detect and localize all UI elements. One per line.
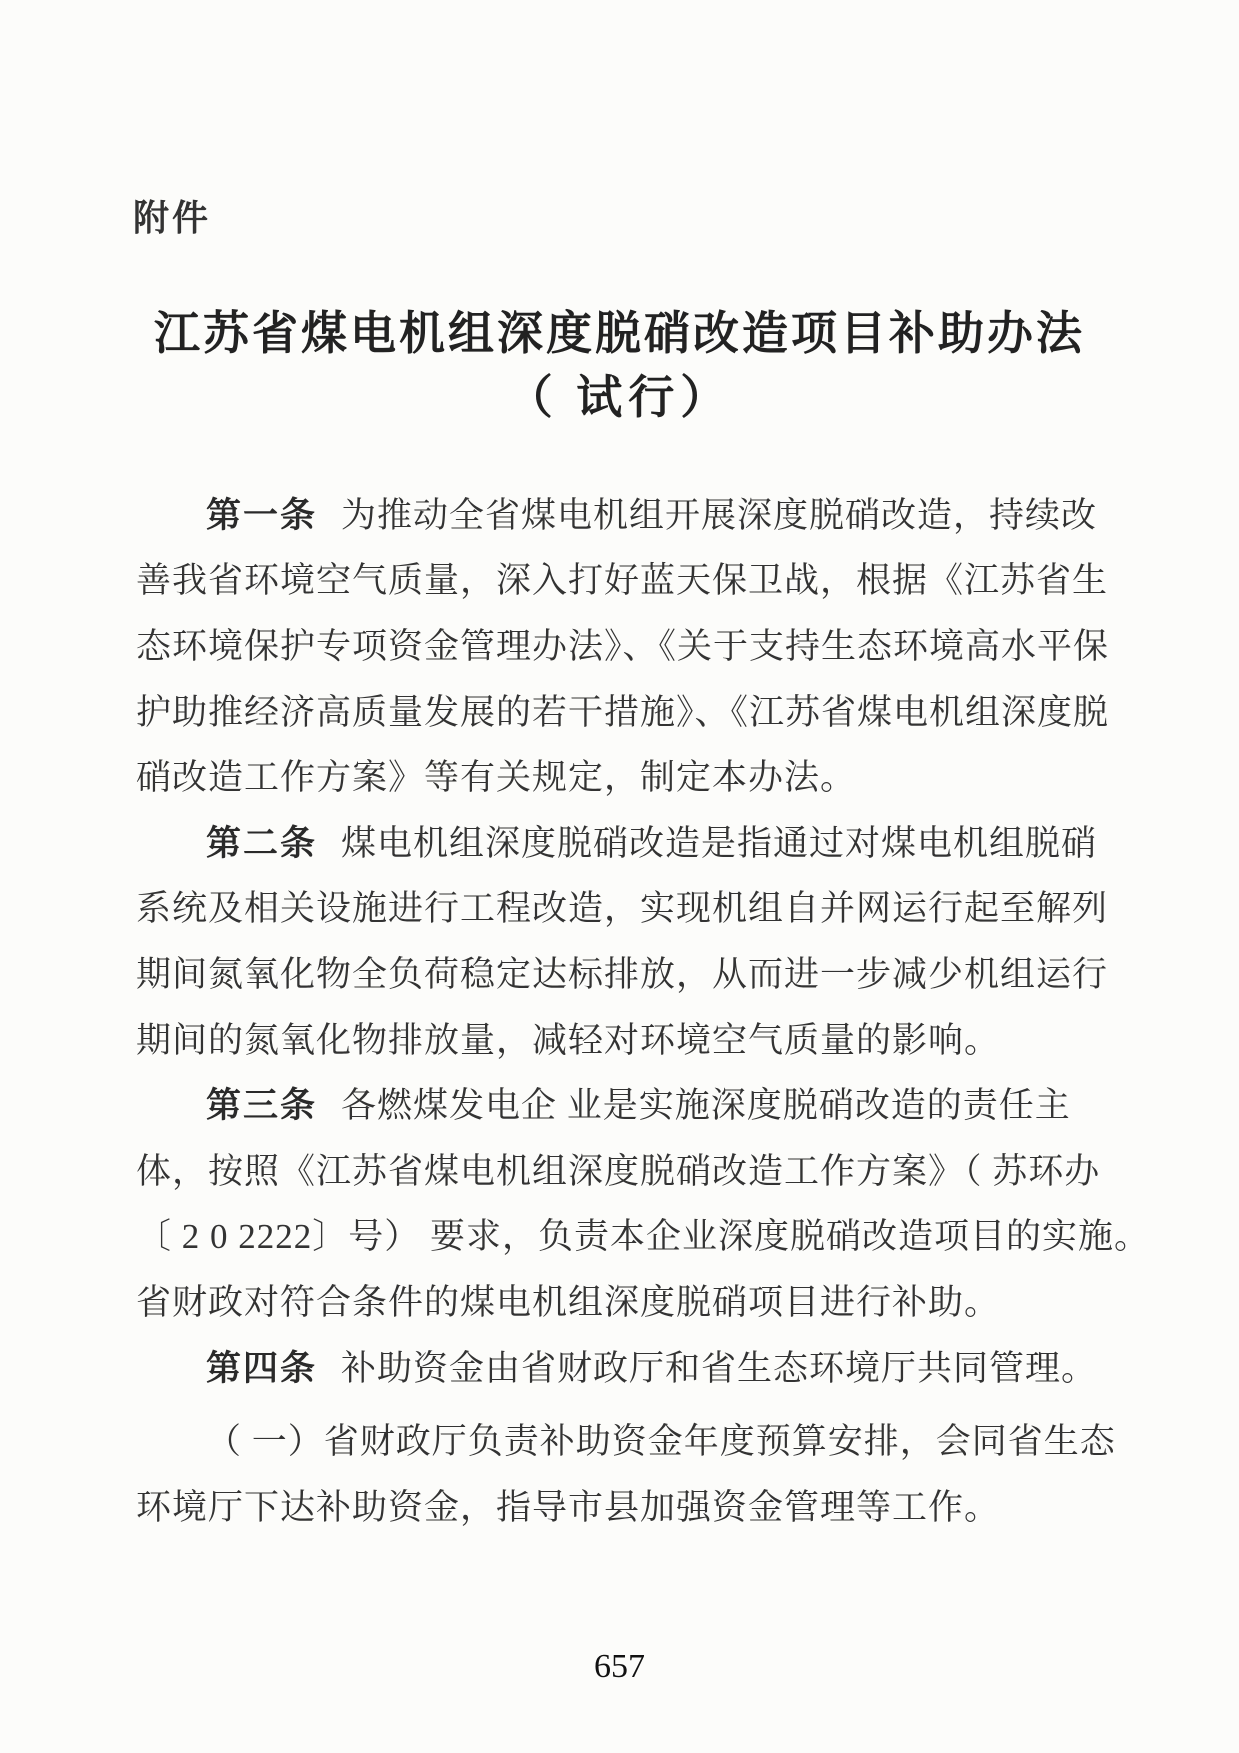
body-line: [136, 1472, 1116, 1538]
body-line: [136, 1333, 1116, 1399]
body-line: [136, 611, 1116, 677]
document-title-line2: （ 试行）: [506, 372, 733, 423]
article-number-label: 第二条: [206, 823, 318, 863]
body-line: [136, 1136, 1116, 1202]
body-line-text: 系统及相关设施进行工程改造，实现机组自并网运行起至解列: [136, 889, 1109, 929]
body-line-text: 环境厅下达补助资金，指导市县加强资金管理等工作。: [136, 1487, 1001, 1527]
body-line: [136, 1005, 1116, 1071]
body-line: [136, 546, 1116, 612]
page-number: 657: [594, 1648, 645, 1685]
body-line-text: 省财政对符合条件的煤电机组深度脱硝项目进行补助。: [136, 1282, 1001, 1322]
body-line-text: 煤电机组深度脱硝改造是指通过对煤电机组脱硝: [341, 823, 1098, 863]
body-line-text: 各燃煤发电企 业是实施深度脱硝改造的责任主: [341, 1086, 1071, 1126]
body-line-text: 硝改造工作方案》等有关规定，制定本办法。: [136, 758, 857, 798]
article-number-label: 第一条: [206, 495, 318, 535]
document-title: [0, 302, 1239, 430]
body-line-text: 护助推经济高质量发展的若干措施》、《江苏省煤电机组深度脱: [136, 692, 1110, 732]
body-line: [136, 874, 1116, 940]
article-number-label: 第四条: [206, 1348, 318, 1388]
body-line: [136, 677, 1116, 743]
body-line-text: 期间氮氧化物全负荷稳定达标排放，从而进一步减少机组运行: [136, 954, 1109, 994]
body-line: [136, 1070, 1116, 1136]
body-line-text: 〔 2 0 2222〕号） 要求，负责本企业深度脱硝改造项目的实施。: [136, 1217, 1151, 1257]
body-line-text: 态环境保护专项资金管理办法》、《关于支持生态环境高水平保: [136, 626, 1110, 666]
body-line-text: 善我省环境空气质量，深入打好蓝天保卫战，根据《江苏省生: [136, 561, 1109, 601]
document-body: [136, 480, 1151, 1538]
body-line: [136, 480, 1116, 546]
body-line: [136, 1267, 1116, 1333]
body-line: [136, 808, 1116, 874]
body-line-text: （ 一）省财政厅负责补助资金年度预算安排，会同省生态: [206, 1422, 1116, 1462]
body-line: [136, 1202, 1151, 1268]
body-line-text: 补助资金由省财政厅和省生态环境厅共同管理。: [341, 1348, 1098, 1388]
article-number-label: 第三条: [206, 1086, 318, 1126]
attachment-label: 附件: [133, 197, 212, 238]
body-line-text: 期间的氮氧化物排放量，减轻对环境空气质量的影响。: [136, 1020, 1001, 1060]
body-line-text: 为推动全省煤电机组开展深度脱硝改造，持续改: [341, 495, 1098, 535]
body-line: [136, 1406, 1116, 1472]
body-line: [136, 939, 1116, 1005]
document-title-line1: 江苏省煤电机组深度脱硝改造项目补助办法: [154, 308, 1085, 359]
body-line-text: 体，按照《江苏省煤电机组深度脱硝改造工作方案》（ 苏环办: [136, 1151, 1101, 1191]
body-line: [136, 742, 1116, 808]
